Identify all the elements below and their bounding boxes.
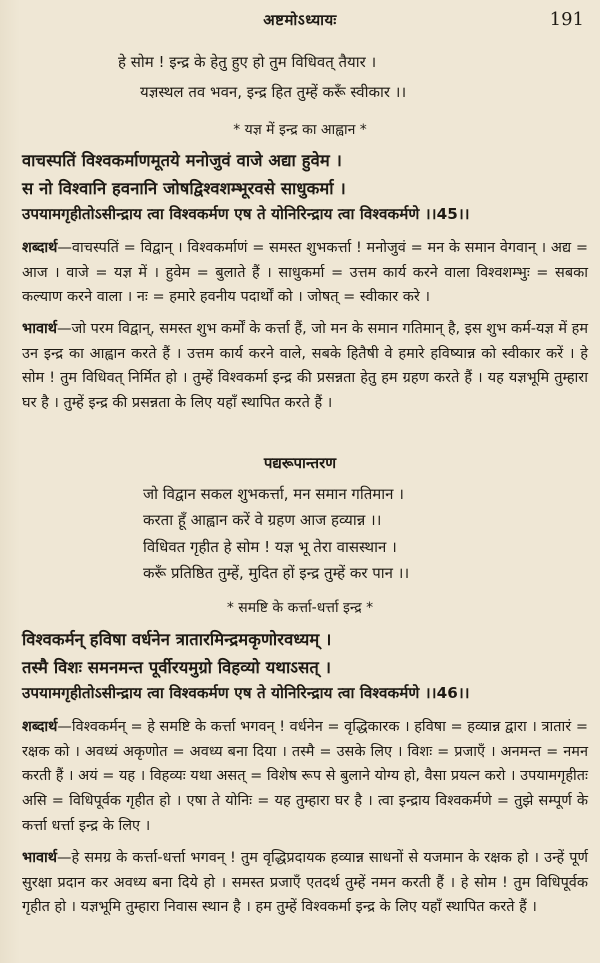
mantra-46-line-2: तस्मै विशः समनमन्त पूर्वीरयमुग्रो विहव्यो यथाऽसत् । bbox=[22, 658, 332, 677]
padya-line-3: विधिवत गृहीत हे सोम ! यज्ञ भू तेरा वासस्थान । bbox=[143, 538, 397, 556]
bhavarth-label: भावार्थ bbox=[22, 850, 58, 866]
chapter-header: अष्टमोऽध्यायः bbox=[263, 11, 337, 29]
shabdarth-46 bbox=[22, 715, 588, 839]
padya-line-1: जो विद्वान सकल शुभकर्त्ता, मन समान गतिमान । bbox=[143, 485, 404, 503]
mantra-45-line-3: उपयामगृहीतोऽसीन्द्राय त्वा विश्वकर्मण एष ते योनिरिन्द्राय त्वा विश्वकर्मणे ।।45।। bbox=[22, 205, 470, 223]
padya-line-2: करता हूँ आह्वान करें वे ग्रहण आज हव्यान्न ।। bbox=[143, 511, 382, 529]
top-verse-line-1: हे सोम ! इन्द्र के हेतु हुए हो तुम विधिवत् तैयार । bbox=[118, 53, 377, 71]
section-heading-yajna-indra: * यज्ञ में इन्द्र का आह्वान * bbox=[233, 122, 367, 138]
bhavarth-label: भावार्थ bbox=[22, 321, 58, 337]
mantra-46-line-1: विश्वकर्मन् हविषा वर्धनेन त्रातारमिन्द्रमकृणोरवध्यम् । bbox=[22, 630, 332, 649]
padya-line-4: करूँ प्रतिष्ठित तुम्हें, मुदित हों इन्द्र तुम्हें कर पान ।। bbox=[143, 564, 410, 582]
mantra-46-line-3: उपयामगृहीतोऽसीन्द्राय त्वा विश्वकर्मण एष ते योनिरिन्द्राय त्वा विश्वकर्मणे ।।46।। bbox=[22, 684, 470, 702]
mantra-45-line-1: वाचस्पतिं विश्वकर्माणमूतये मनोजुवं वाजे अद्या हुवेम । bbox=[22, 151, 343, 170]
shabdarth-label: शब्दार्थ bbox=[22, 719, 58, 735]
shabdarth-text: —विश्वकर्मन् = हे समष्टि के कर्त्ता भगवन् ! वर्धनेन = वृद्धिकारक । हविषा = हव्यान्न द्वारा । त्रातारं = रक्षक को । अवध्यं अकृणोत = अवध्य बना दिया । तस्मै = उसके लिए । विशः = प्रजाएँ । अनमन्त = नमन करती हैं । अयं = यह । विहव्यः यथा असत् = विशेष रूप से बुलाने योग्य हो, वैसा प्रयत्न करो । उपयामगृहीतः असि = विधिपूर्वक गृहीत हो । एषा ते योनिः = यह तुम्हारा घर है । त्वा इन्द्राय विश्वकर्मणे = तुझे सम्पूर्ण के कर्त्ता धर्त्ता इन्द्र के लिए । bbox=[22, 719, 588, 834]
page-number: 191 bbox=[549, 9, 584, 30]
padyarupantaran-title: पद्यरूपान्तरण bbox=[263, 454, 337, 472]
shabdarth-45 bbox=[22, 236, 588, 310]
bhavarth-45 bbox=[22, 317, 588, 416]
bhavarth-text: —जो परम विद्वान्, समस्त शुभ कर्मों के कर्त्ता हैं, जो मन के समान गतिमान् है, इस शुभ कर्म-यज्ञ में हम उन इन्द्र का आह्वान करते हैं । उत्तम कार्य करने वाले, सबके हितैषी वे हमारे हविष्यान्न को स्वीकार करें । हे सोम ! तुम विधिवत् निर्मित हो । तुम्हें विश्वकर्मा इन्द्र की प्रसन्नता हेतु हम ग्रहण करते हैं । यह यज्ञभूमि तुम्हारा घर है । तुम्हें इन्द्र की प्रसन्नता के लिए यहाँ स्थापित करते हैं । bbox=[22, 321, 588, 412]
shabdarth-text: —वाचस्पतिं = विद्वान् । विश्वकर्माणं = समस्त शुभकर्त्ता ! मनोजुवं = मन के समान वेगवान् । अद्य = आज । वाजे = यज्ञ में । हुवेम = बुलाते हैं । साधुकर्मा = उत्तम कार्य करने वाला विश्वशम्भुः = सबका कल्याण करने वाला । नः = हमारे हवनीय पदार्थों को । जोषत् = स्वीकार करे । bbox=[22, 240, 588, 306]
page-bleed-edge bbox=[0, 0, 20, 963]
shabdarth-label: शब्दार्थ bbox=[22, 240, 58, 256]
bhavarth-46 bbox=[22, 846, 588, 920]
bhavarth-text: —हे समग्र के कर्त्ता-धर्त्ता भगवन् ! तुम वृद्धिप्रदायक हव्यान्न साधनों से यजमान के रक्षक हो । उन्हें पूर्ण सुरक्षा प्रदान कर अवध्य बना दिये हो । समस्त प्रजाएँ एतदर्थ तुम्हें नमन करती हैं । हे सोम ! तुम विधिपूर्वक गृहीत हो । यज्ञभूमि तुम्हारा निवास स्थान है । हम तुम्हें विश्वकर्मा इन्द्र के लिए यहाँ स्थापित करते हैं । bbox=[22, 850, 588, 916]
top-verse-line-2: यज्ञस्थल तव भवन, इन्द्र हित तुम्हें करूँ स्वीकार ।। bbox=[140, 83, 407, 101]
mantra-45-line-2: स नो विश्वानि हवनानि जोषद्विश्वशम्भूरवसे साधुकर्मा । bbox=[22, 179, 346, 198]
section-heading-samashti-indra: * समष्टि के कर्त्ता-धर्त्ता इन्द्र * bbox=[226, 600, 374, 616]
